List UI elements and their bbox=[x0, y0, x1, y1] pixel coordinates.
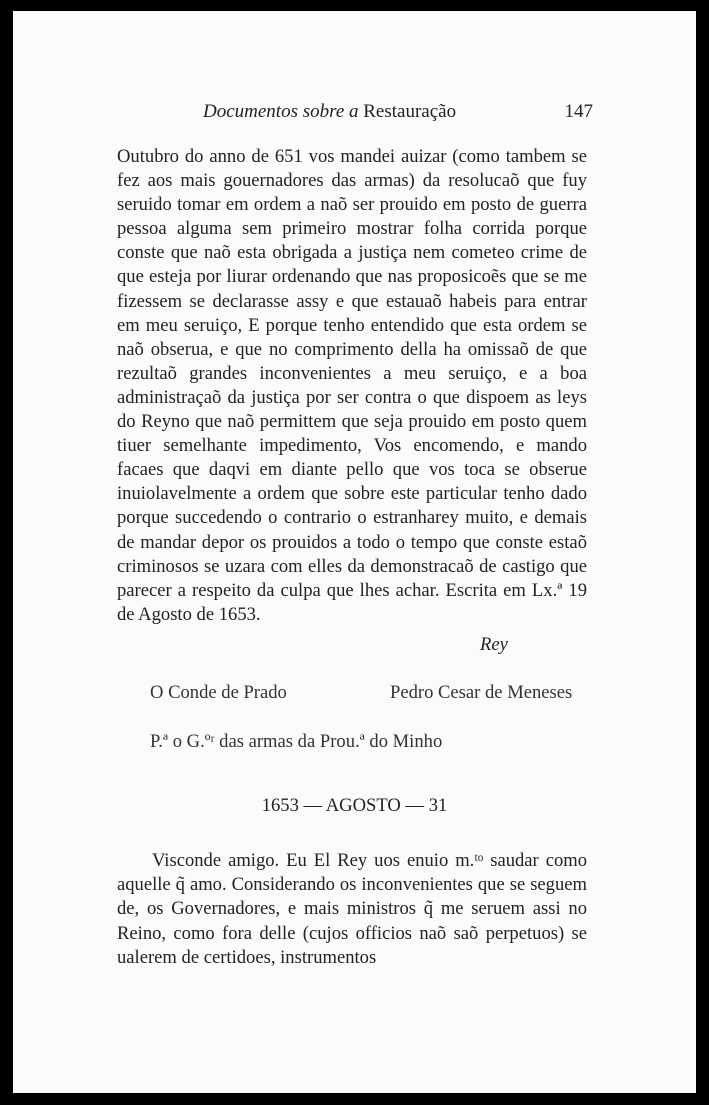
section-dateline: 1653 — AGOSTO — 31 bbox=[261, 795, 448, 816]
signature-rey: Rey bbox=[480, 634, 508, 655]
page-number: 147 bbox=[564, 101, 593, 122]
running-title-rest: Restauração bbox=[358, 101, 457, 122]
running-title-italic: Documentos sobre a bbox=[203, 101, 359, 122]
signer-right: Pedro Cesar de Meneses bbox=[390, 682, 573, 703]
letter2-body: Visconde amigo. Eu El Rey uos enuio m.ᵗᵒ saudar como aquelle q̃ amo. Considerando os inconvenientes que se seguem de, os Governadores, e mais ministros q̃ me seruem assi no Reino, como fora delle (cujos officios naõ saõ perpetuos) se ualerem de certidoes, instrumentos bbox=[117, 850, 587, 968]
addressee-line: P.ª o G.ºʳ das armas da Prou.ª do Minho bbox=[150, 731, 443, 752]
signer-left: O Conde de Prado bbox=[150, 682, 287, 703]
letter-body: Outubro do anno de 651 vos mandei auizar (como tambem se fez aos mais gouernadores das armas) da resolucaõ que fuy seruido tomar em ordem a naõ ser prouido em posto de guerra pessoa alguma sem primeiro mostrar folha corrida porque conste que naõ esta obrigada a justiça nem cometeo crime de que esteja por liurar ordenando que nas proposicoẽs que se me fizessem se declarasse assy e que estauaõ habeis para entrar em meu seruiço, E porque tenho entendido que esta ordem se naõ obserua, e que no comprimento della ha omissaõ de que rezultaõ grandes inconvenientes a meu seruiço, e a boa administraçaõ da justiça por ser contra o que dispoem as leys do Reyno que naõ permittem que seja prouido em posto quem tiuer semelhante impedimento, Vos encomendo, e mando facaes que daqvi em diante pello que vos toca se obserue inuiolavelmente a ordem que sobre este particular tenho dado porque succedendo o contrario o estranharey muito, e demais de mandar depor os prouidos a todo o tempo que conste estaõ criminosos se uzara com elles da demonstracaõ de castigo que parecer a respeito da culpa que lhes achar. Escrita em Lx.ª 19 de Agosto de 1653. bbox=[117, 146, 587, 625]
running-title bbox=[203, 101, 456, 123]
